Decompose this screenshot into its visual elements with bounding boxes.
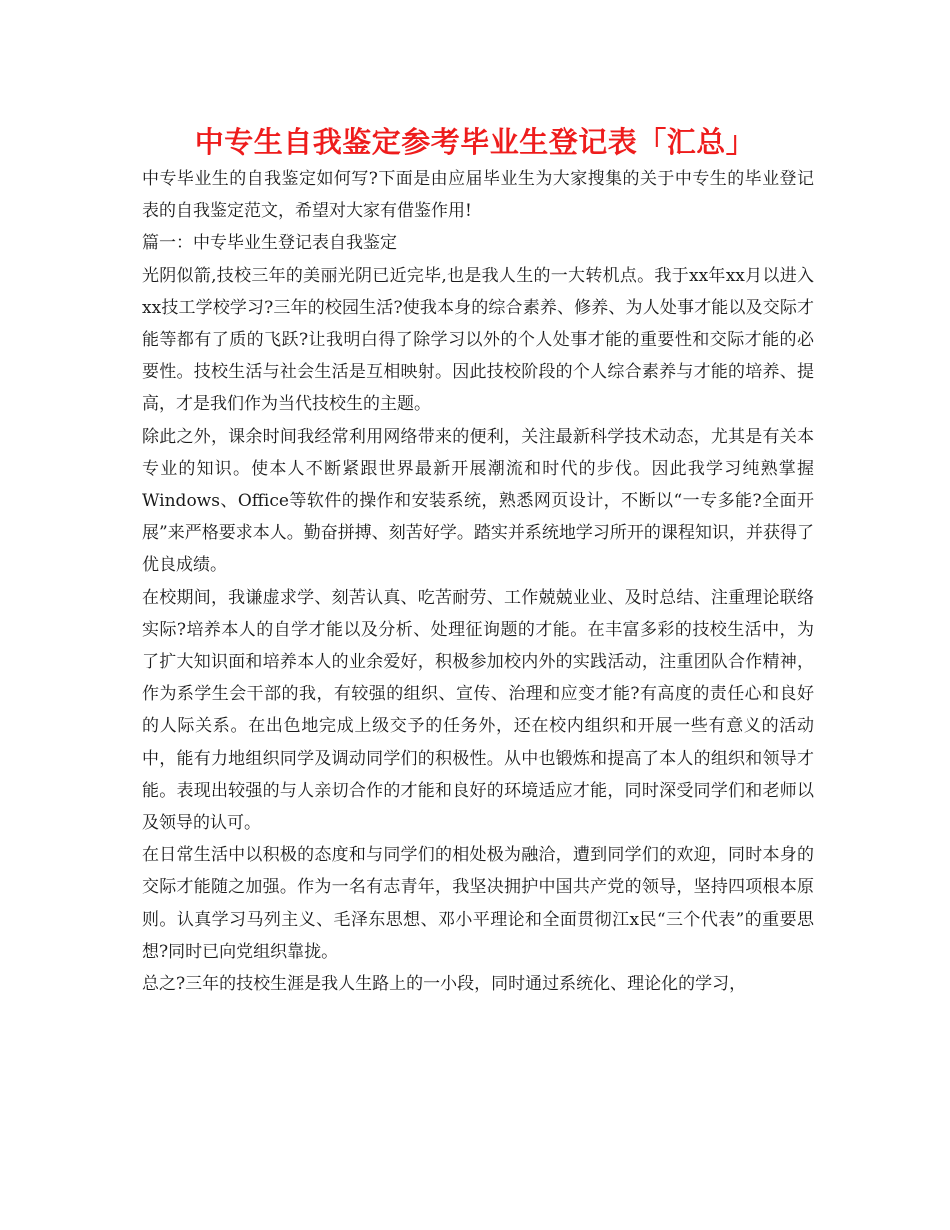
section-heading: 篇一：中专毕业生登记表自我鉴定: [142, 233, 397, 254]
body-paragraph-2: 除此之外，课余时间我经常利用网络带来的便利，关注最新科学技术动态，尤其是有关本专业的知识。使本人不断紧跟世界最新开展潮流和时代的步伐。因此我学习纯熟掌握Windows、Office等软件的操作和安装系统，熟悉网页设计，不断以“一专多能?全面开展”来严格要求本人。勤奋拼搏、刻苦好学。踏实并系统地学习所开的课程知识，并获得了优良成绩。: [142, 426, 814, 576]
document-body: [142, 163, 814, 1000]
body-paragraph-5: 总之?三年的技校生涯是我人生路上的一小段，同时通过系统化、理论化的学习，: [142, 974, 747, 995]
body-paragraph-1: 光阴似箭,技校三年的美丽光阴已近完毕,也是我人生的一大转机点。我于xx年xx月以进入xx技工学校学习?三年的校园生活?使我本身的综合素养、修养、为人处事才能以及交际才能等都有了质的飞跃?让我明白得了除学习以外的个人处事才能的重要性和交际才能的必要性。技校生活与社会生活是互相映射。因此技校阶段的个人综合素养与才能的培养、提高，才是我们作为当代技校生的主题。: [142, 265, 814, 415]
body-paragraph-4: 在日常生活中以积极的态度和与同学们的相处极为融洽，遭到同学们的欢迎，同时本身的交际才能随之加强。作为一名有志青年，我坚决拥护中国共产党的领导，坚持四项根本原则。认真学习马列主义、毛泽东思想、邓小平理论和全面贯彻江x民“三个代表”的重要思想?同时已向党组织靠拢。: [142, 845, 814, 962]
body-paragraph-3: 在校期间，我谦虚求学、刻苦认真、吃苦耐劳、工作兢兢业业、及时总结、注重理论联络实际?培养本人的自学才能以及分析、处理征询题的才能。在丰富多彩的技校生活中，为了扩大知识面和培养本人的业余爱好，积极参加校内外的实践活动，注重团队合作精神，作为系学生会干部的我，有较强的组织、宣传、治理和应变才能?有高度的责任心和良好的人际关系。在出色地完成上级交予的任务外，还在校内组织和开展一些有意义的活动中，能有力地组织同学及调动同学们的积极性。从中也锻炼和提高了本人的组织和领导才能。表现出较强的与人亲切合作的才能和良好的环境适应才能，同时深受同学们和老师以及领导的认可。: [142, 587, 814, 834]
intro-paragraph: 中专毕业生的自我鉴定如何写?下面是由应届毕业生为大家搜集的关于中专生的毕业登记表的自我鉴定范文，希望对大家有借鉴作用!: [142, 169, 814, 222]
document-title: 中专生自我鉴定参考毕业生登记表「汇总」: [194, 125, 756, 159]
